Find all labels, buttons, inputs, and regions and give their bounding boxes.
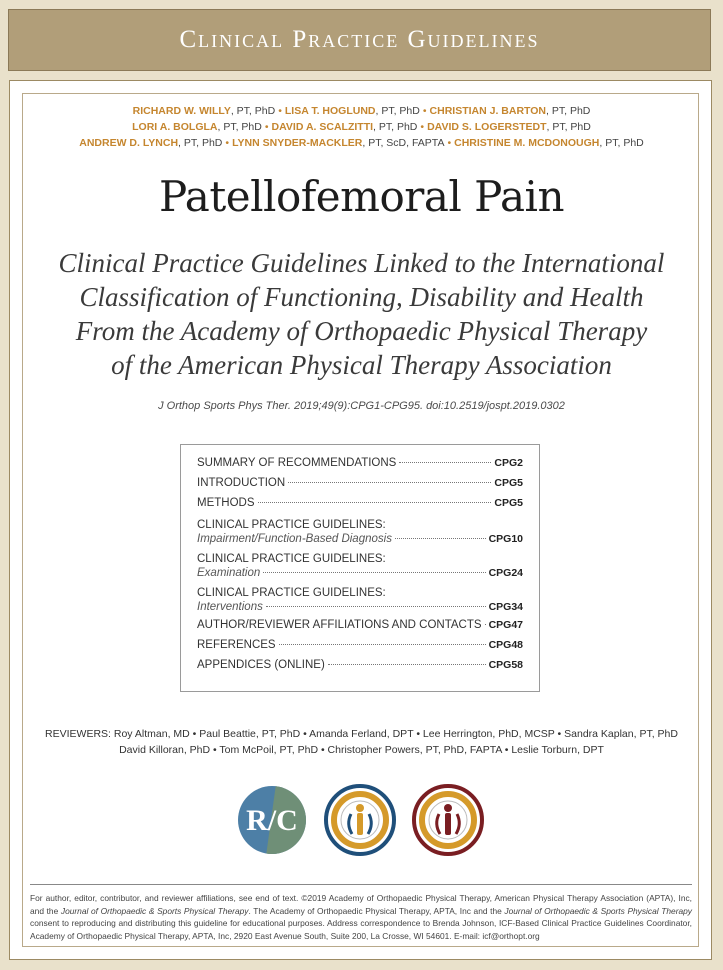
subtitle-line: of the American Physical Therapy Association [111, 350, 612, 380]
toc-page: CPG5 [494, 477, 523, 489]
table-of-contents [180, 444, 540, 692]
toc-entry-references[interactable] [197, 639, 523, 659]
toc-leader-dots [288, 482, 491, 483]
toc-label: Interventions [197, 601, 263, 613]
author-name: CHRISTIAN J. BARTON [429, 105, 547, 117]
toc-page: CPG10 [488, 533, 523, 545]
toc-page: CPG48 [488, 639, 523, 651]
author-name: ANDREW D. LYNCH [79, 137, 179, 149]
footer-divider [30, 884, 692, 885]
journal-citation: J Orthop Sports Phys Ther. 2019;49(9):CPG1-CPG95. doi:10.2519/jospt.2019.0302 [158, 400, 565, 412]
toc-entry-appendices[interactable] [197, 659, 523, 679]
bullet-separator: • [447, 137, 452, 149]
author-credentials: , PT, PhD [599, 137, 644, 149]
toc-leader-dots [263, 572, 485, 573]
author-credentials: , PT, PhD [546, 105, 591, 117]
toc-label: REFERENCES [197, 639, 276, 651]
author-name: CHRISTINE M. MCDONOUGH [454, 137, 600, 149]
toc-label: SUMMARY OF RECOMMENDATIONS [197, 457, 397, 469]
toc-section-heading: CLINICAL PRACTICE GUIDELINES: [197, 519, 386, 531]
bullet-separator: • [225, 137, 230, 149]
footer-text: For author, editor, contributor, and reviewer affiliations, see end of text. ©2019 Academy of Orthopaedic Physical Therapy, American Physical Therapy Association (APTA), Inc, and the [30, 893, 692, 916]
author-credentials: , PT, PhD [230, 105, 276, 117]
toc-section-heading: CLINICAL PRACTICE GUIDELINES: [197, 587, 386, 599]
toc-label: AUTHOR/REVIEWER AFFILIATIONS AND CONTACTS [197, 619, 482, 631]
reviewer-list [0, 726, 723, 758]
header-banner [8, 9, 711, 71]
toc-leader-dots [266, 606, 486, 607]
footer-text: consent to reproducing and distributing this guideline for educational purposes. Address correspondence to Brenda Johnson, ICF-Based Clinical Practice Guidelines Coordinator, Academy of Orthopaedic Physical Therapy, APTA, Inc, 2920 East Avenue South, Suite 200, La Crosse, WI 54601. E-mail: icf@orthopt.org [30, 918, 692, 941]
toc-entry-summary[interactable] [197, 457, 523, 477]
toc-label: Examination [197, 567, 261, 579]
author-line [0, 135, 723, 151]
subtitle-line: Clinical Practice Guidelines Linked to the International [58, 248, 665, 278]
document-subtitle [30, 246, 693, 382]
author-list [0, 103, 723, 151]
toc-leader-dots [485, 624, 486, 625]
toc-label: METHODS [197, 497, 255, 509]
jospt-logo-icon [412, 784, 484, 856]
toc-leader-dots [399, 462, 491, 463]
bullet-separator: • [420, 121, 425, 133]
footer-notice [30, 892, 692, 942]
toc-page: CPG24 [488, 567, 523, 579]
toc-label: Impairment/Function-Based Diagnosis [197, 533, 392, 545]
author-name: LYNN SNYDER-MACKLER [232, 137, 363, 149]
author-credentials: , PT, PhD [373, 121, 418, 133]
toc-section-heading: CLINICAL PRACTICE GUIDELINES: [197, 553, 386, 565]
author-credentials: , PT, PhD [375, 105, 420, 117]
toc-page: CPG34 [488, 601, 523, 613]
author-credentials: , PT, ScD, FAPTA [362, 137, 445, 149]
rfc-logo-icon [236, 784, 308, 856]
bullet-separator: • [278, 105, 282, 117]
subtitle-line: From the Academy of Orthopaedic Physical Therapy [75, 316, 648, 346]
author-credentials: , PT, PhD [217, 121, 262, 133]
toc-leader-dots [395, 538, 486, 539]
subtitle-line: Classification of Functioning, Disability and Health [79, 282, 644, 312]
footer-journal-name: Journal of Orthopaedic & Sports Physical Therapy [60, 905, 249, 916]
toc-page: CPG5 [494, 497, 523, 509]
rfc-logo-text: R/C [246, 804, 298, 837]
toc-entry-methods[interactable] [197, 497, 523, 517]
toc-entry-interventions[interactable] [197, 601, 523, 619]
author-credentials: , PT, PhD [546, 121, 591, 133]
toc-leader-dots [279, 644, 486, 645]
toc-entry-diagnosis[interactable] [197, 533, 523, 551]
author-line [0, 119, 723, 135]
toc-leader-dots [328, 664, 486, 665]
banner-title: Clinical Practice Guidelines [179, 26, 540, 53]
bullet-separator: • [422, 105, 427, 117]
toc-leader-dots [258, 502, 492, 503]
aopt-logo-icon [324, 784, 396, 856]
footer-journal-name: Journal of Orthopaedic & Sports Physical Therapy [504, 905, 692, 916]
document-title: Patellofemoral Pain [158, 172, 565, 221]
author-name: RICHARD W. WILLY [132, 105, 231, 117]
reviewer-line: David Killoran, PhD • Tom McPoil, PT, PhD • Christopher Powers, PT, PhD, FAPTA • Leslie Torburn, DPT [119, 744, 604, 756]
toc-entry-affiliations[interactable] [197, 619, 523, 639]
bullet-separator: • [264, 121, 269, 133]
author-name: LORI A. BOLGLA [132, 121, 218, 133]
toc-entry-introduction[interactable] [197, 477, 523, 497]
author-name: DAVID S. LOGERSTEDT [427, 121, 547, 133]
footer-text: . The Academy of Orthopaedic Physical Therapy, APTA, Inc and the [248, 905, 505, 916]
author-name: LISA T. HOGLUND [284, 105, 376, 117]
logo-row [236, 784, 486, 856]
toc-page: CPG47 [488, 619, 523, 631]
reviewer-line: REVIEWERS: Roy Altman, MD • Paul Beattie, PT, PhD • Amanda Ferland, DPT • Lee Herrington, PhD, MCSP • Sandra Kaplan, PT, PhD [45, 728, 678, 740]
author-line [0, 103, 723, 119]
toc-page: CPG2 [494, 457, 523, 469]
toc-label: INTRODUCTION [197, 477, 286, 489]
toc-entry-examination[interactable] [197, 567, 523, 585]
author-credentials: , PT, PhD [178, 137, 223, 149]
toc-label: APPENDICES (ONLINE) [197, 659, 325, 671]
author-name: DAVID A. SCALZITTI [271, 121, 374, 133]
toc-page: CPG58 [488, 659, 523, 671]
